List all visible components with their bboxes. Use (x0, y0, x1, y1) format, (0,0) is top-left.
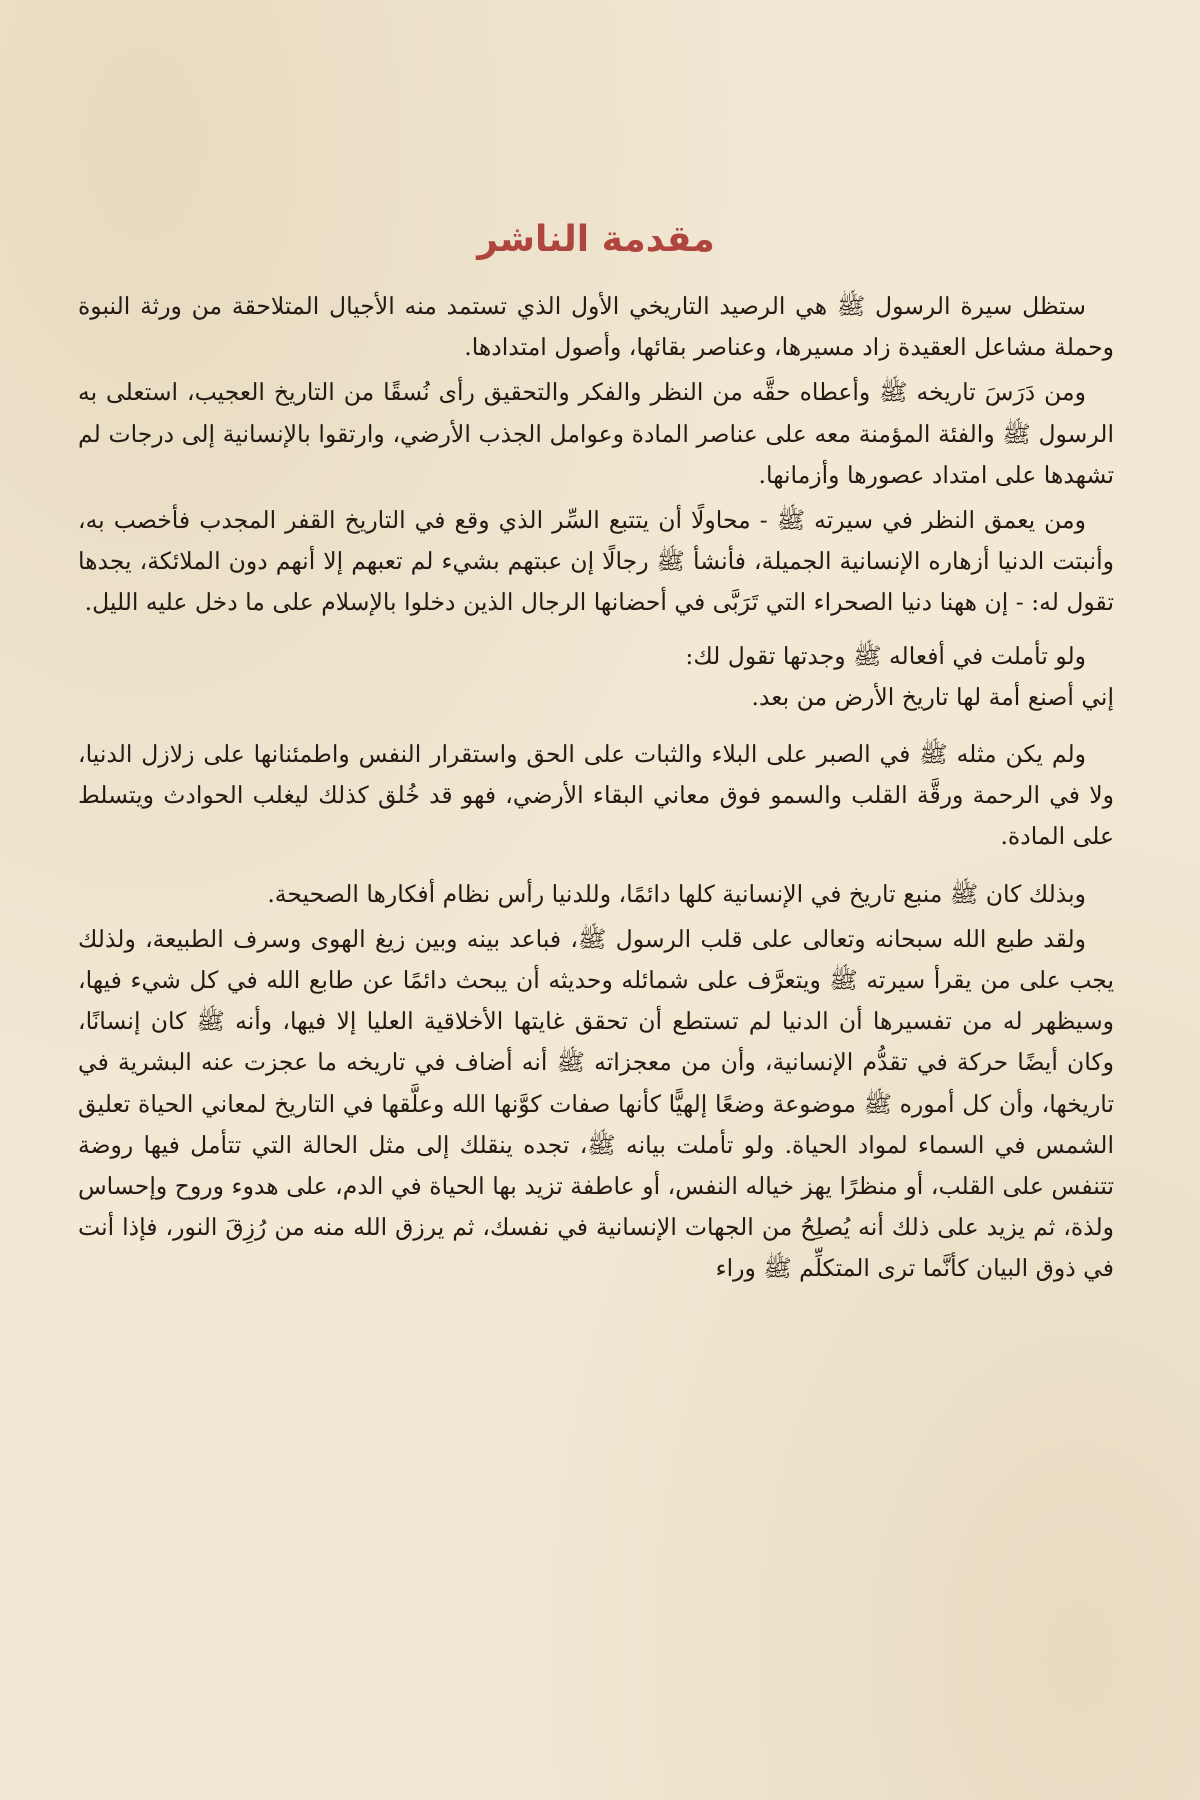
paragraph-4: ولو تأملت في أفعاله ﷺ وجدتها تقول لك: (685, 641, 1086, 670)
paragraph-6: ولم يكن مثله ﷺ في الصبر على البلاء والثبات على الحق واستقرار النفس واطمئنانها على زلازل الدنيا، ولا في الرحمة ورقَّة القلب والسمو فوق معاني البقاء الأرضي، فهو قد خُلق كذلك ليغلب الحوادث ويتسلط على المادة. (78, 740, 1114, 851)
paragraph-7: وبذلك كان ﷺ منبع تاريخ في الإنسانية كلها دائمًا، وللدنيا رأس نظام أفكارها الصحيحة. (267, 879, 1086, 908)
paragraph-1: ستظل سيرة الرسول ﷺ هي الرصيد التاريخي الأول الذي تستمد منه الأجيال المتلاحقة من ورثة النبوة وحملة مشاعل العقيدة زاد مسيرها، وعناصر بقائها، وأصول امتدادها. (78, 292, 1114, 362)
body-text (78, 286, 1114, 1290)
paragraph-5: إني أصنع أمة لها تاريخ الأرض من بعد. (751, 682, 1114, 711)
page-title: مقدمة الناشر (477, 219, 715, 260)
paragraph-3: ومن يعمق النظر في سيرته ﷺ - محاولًا أن يتتبع السِّر الذي وقع في التاريخ القفر المجدب فأخصب به، وأنبتت الدنيا أزهاره الإنسانية الجميلة، فأنشأ ﷺ رجالًا إن عبتهم بشيء لم تعبهم إلا أنهم دون الملائكة، يجدها تقول له: - إن ههنا دنيا الصحراء التي تَرَبَّى في أحضانها الرجال الذين دخلوا بالإسلام على ما دخل عليه الليل. (78, 506, 1114, 617)
paragraph-2: ومن دَرَسَ تاريخه ﷺ وأعطاه حقَّه من النظر والفكر والتحقيق رأى نُسقًا من التاريخ العجيب، استعلى به الرسول ﷺ والفئة المؤمنة معه على عناصر المادة وعوامل الجذب الأرضي، وارتقوا بالإنسانية إلى درجات لم تشهدها على امتداد عصورها وأزمانها. (78, 378, 1114, 489)
paragraph-8: ولقد طبع الله سبحانه وتعالى على قلب الرسول ﷺ، فباعد بينه وبين زيغ الهوى وسرف الطبيعة، ولذلك يجب على من يقرأ سيرته ﷺ ويتعرَّف على شمائله وحديثه أن يبحث دائمًا عن طابع الله في كل شيء فيها، وسيظهر له من تفسيرها أن الدنيا لم تستطع أن تحقق غايتها الأخلاقية العليا إلا فيها، وأنه ﷺ كان إنسانًا، وكان أيضًا حركة في تقدُّم الإنسانية، وأن من معجزاته ﷺ أنه أضاف في تاريخه ما عجزت عنه البشرية في تاريخها، وأن كل أموره ﷺ موضوعة وضعًا إلهيًّا كأنها صفات كوَّنها الله وعلَّقها في التاريخ لمعاني الحياة تعليق الشمس في السماء لمواد الحياة. ولو تأملت بيانه ﷺ، تجده ينقلك إلى مثل الحالة التي تتأمل فيها روضة تتنفس على القلب، أو منظرًا يهز خياله النفس، أو عاطفة تزيد بها الحياة في الدم، على هدوء وروح وإحساس ولذة، ثم يزيد على ذلك أنه يُصلِحُ من الجهات الإنسانية في نفسك، ثم يرزق الله منه من رُزِقَ النور، فإذا أنت في ذوق البيان كأنَّما ترى المتكلِّم ﷺ وراء (78, 924, 1114, 1283)
